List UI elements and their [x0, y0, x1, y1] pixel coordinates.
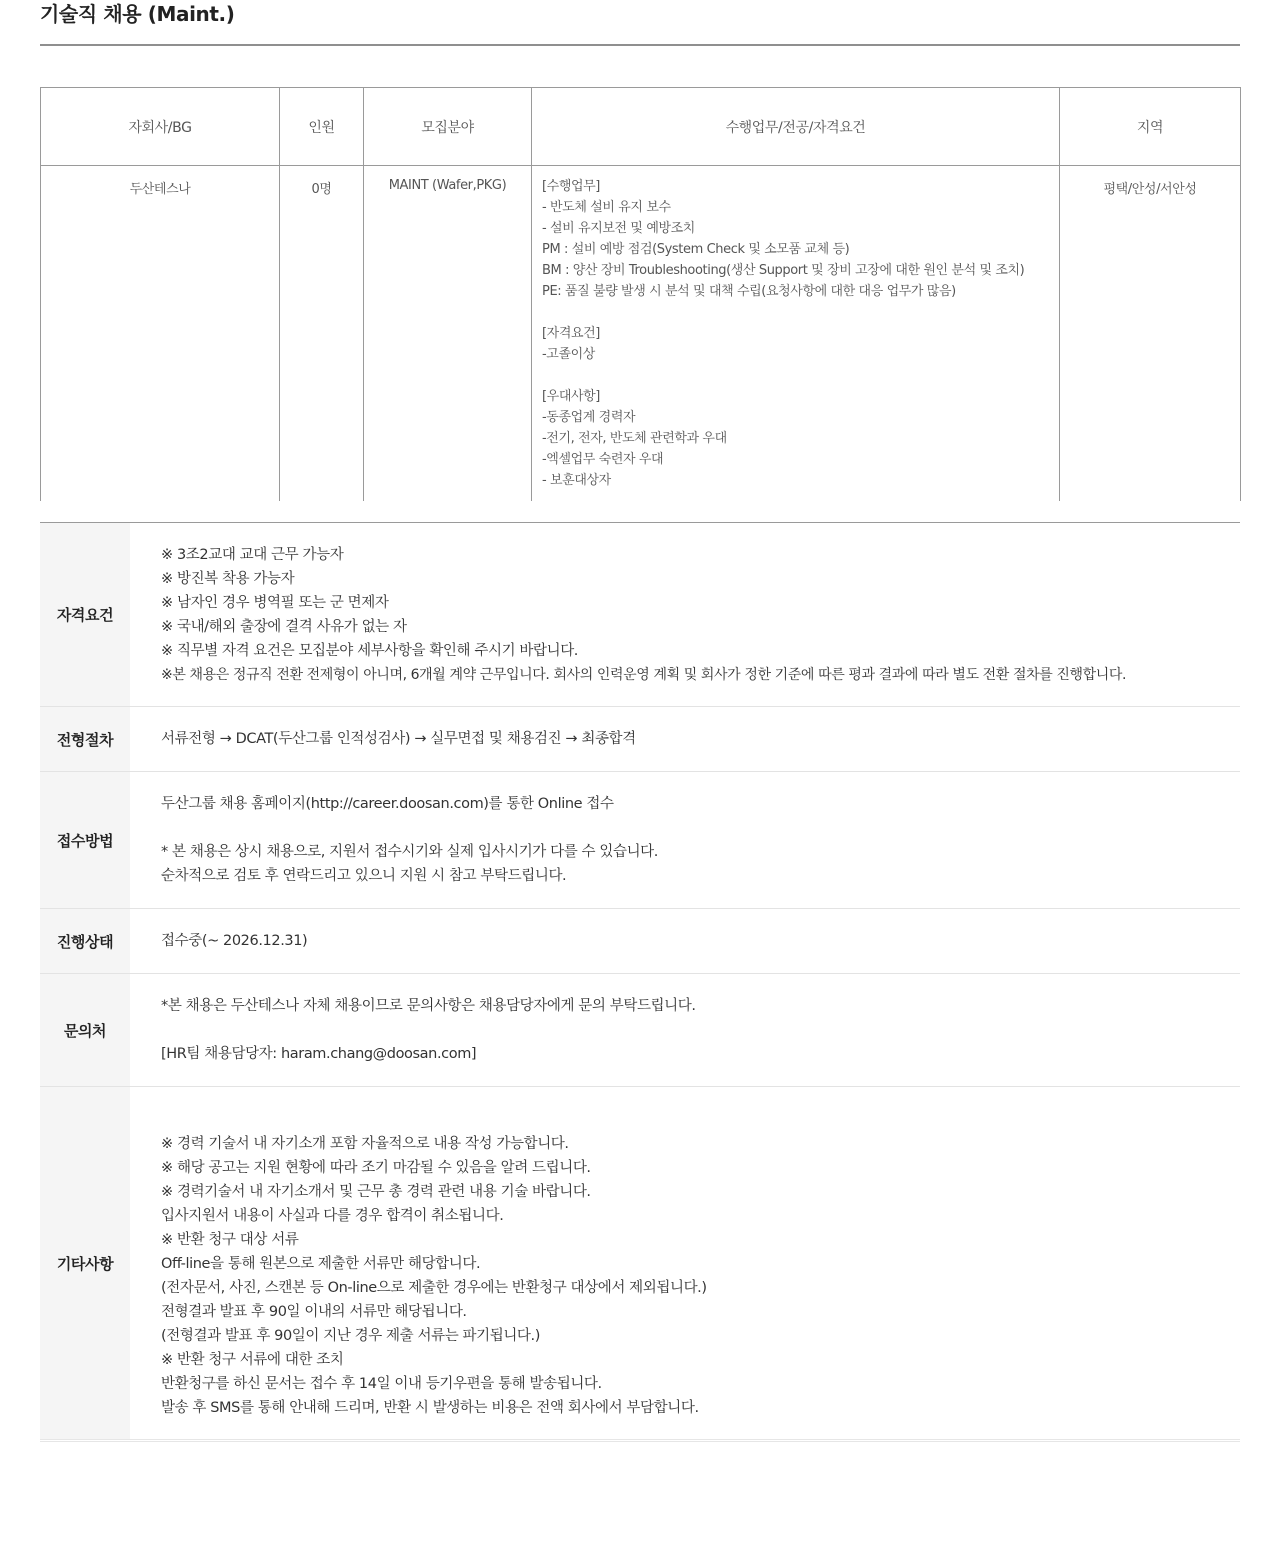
- info-line: ※ 반환 청구 대상 서류: [161, 1232, 299, 1248]
- header-duties: 수행업무/전공/자격요건: [532, 88, 1060, 166]
- info-line: ※ 해당 공고는 지원 현황에 따라 조기 마감될 수 있음을 알려 드립니다.: [161, 1160, 591, 1176]
- duty-line: -고졸이상: [542, 347, 595, 362]
- header-headcount: 인원: [280, 88, 364, 166]
- info-label: 기타사항: [40, 1087, 130, 1439]
- cell-subsidiary: 두산테스나: [41, 166, 280, 502]
- info-section: [40, 522, 1240, 1442]
- table-row: [41, 166, 1241, 502]
- cell-headcount: 0명: [280, 166, 364, 502]
- info-line: ※ 남자인 경우 병역필 또는 군 면제자: [161, 595, 389, 611]
- info-label: 진행상태: [40, 909, 130, 973]
- job-table-header-row: [41, 88, 1241, 166]
- info-line: ※ 경력기술서 내 자기소개서 및 근무 총 경력 관련 내용 기술 바랍니다.: [161, 1184, 591, 1200]
- duty-line: [수행업무]: [542, 179, 600, 194]
- info-line: *본 채용은 두산테스나 자체 채용이므로 문의사항은 채용담당자에게 문의 부탁드립니다.: [161, 998, 696, 1014]
- info-line: 서류전형 → DCAT(두산그룹 인적성검사) → 실무면접 및 채용검진 → 최종합격: [161, 731, 636, 747]
- info-line: (전자문서, 사진, 스캔본 등 On-line으로 제출한 경우에는 반환청구 대상에서 제외됩니다.): [161, 1280, 707, 1296]
- duty-line: PE: 품질 불량 발생 시 분석 및 대책 수립(요청사항에 대한 대응 업무가 많음): [542, 284, 956, 299]
- duty-line: [우대사항]: [542, 389, 600, 404]
- job-table: [40, 87, 1241, 501]
- header-subsidiary: 자회사/BG: [41, 88, 280, 166]
- info-label: 전형절차: [40, 707, 130, 771]
- info-label: 접수방법: [40, 772, 130, 908]
- duty-line: - 반도체 설비 유지 보수: [542, 200, 671, 215]
- header-region: 지역: [1060, 88, 1241, 166]
- info-content: [130, 1087, 1240, 1439]
- info-row-contact: [40, 974, 1240, 1087]
- cell-region: 평택/안성/서안성: [1060, 166, 1241, 502]
- duty-line: - 설비 유지보전 및 예방조치: [542, 221, 695, 236]
- info-row-process: [40, 707, 1240, 772]
- info-line: * 본 채용은 상시 채용으로, 지원서 접수시기와 실제 입사시기가 다를 수 있습니다.: [161, 844, 658, 860]
- info-line: 입사지원서 내용이 사실과 다를 경우 합격이 취소됩니다.: [161, 1208, 504, 1224]
- duty-line: [542, 365, 1059, 386]
- info-line: 전형결과 발표 후 90일 이내의 서류만 해당됩니다.: [161, 1304, 467, 1320]
- info-content: [130, 707, 1240, 771]
- cell-field: MAINT (Wafer,PKG): [364, 166, 532, 502]
- duty-line: BM : 양산 장비 Troubleshooting(생산 Support 및 장비 고장에 대한 원인 분석 및 조치): [542, 263, 1025, 278]
- info-line: ※ 방진복 착용 가능자: [161, 571, 295, 587]
- info-line: Off-line을 통해 원본으로 제출한 서류만 해당합니다.: [161, 1256, 481, 1272]
- info-line: ※ 반환 청구 서류에 대한 조치: [161, 1352, 344, 1368]
- info-label: 자격요건: [40, 523, 130, 706]
- duty-line: -엑셀업무 숙련자 우대: [542, 452, 664, 467]
- info-label: 문의처: [40, 974, 130, 1086]
- info-content: [130, 772, 1240, 908]
- duty-line: - 보훈대상자: [542, 473, 611, 488]
- cell-duties: [532, 166, 1060, 502]
- info-line: ※ 경력 기술서 내 자기소개 포함 자율적으로 내용 작성 가능합니다.: [161, 1136, 569, 1152]
- info-line: ※본 채용은 정규직 전환 전제형이 아니며, 6개월 계약 근무입니다. 회사의 인력운영 계획 및 회사가 정한 기준에 따른 평과 결과에 따라 별도 전환 절차를 진행합니다.: [161, 667, 1127, 683]
- info-line: ※ 직무별 자격 요건은 모집분야 세부사항을 확인해 주시기 바랍니다.: [161, 643, 579, 659]
- page-title: 기술직 채용 (Maint.): [40, 2, 235, 26]
- duty-line: [542, 302, 1059, 323]
- info-line: 발송 후 SMS를 통해 안내해 드리며, 반환 시 발생하는 비용은 전액 회사에서 부담합니다.: [161, 1400, 699, 1416]
- info-line: [161, 1018, 1240, 1042]
- duty-line: PM : 설비 예방 점검(System Check 및 소모품 교체 등): [542, 242, 850, 257]
- status-badge: 접수중(~ 2026.12.31): [161, 933, 308, 949]
- duty-line: [자격요건]: [542, 326, 600, 341]
- title-divider: [40, 44, 1240, 46]
- info-row-qualification: [40, 522, 1240, 707]
- info-line: (전형결과 발표 후 90일이 지난 경우 제출 서류는 파기됩니다.): [161, 1328, 541, 1344]
- duty-line: -전기, 전자, 반도체 관련학과 우대: [542, 431, 727, 446]
- header-field: 모집분야: [364, 88, 532, 166]
- info-content: [130, 909, 1240, 973]
- info-content: [130, 523, 1240, 706]
- contact-email: [HR팀 채용담당자: haram.chang@doosan.com]: [161, 1046, 477, 1062]
- info-row-apply: [40, 772, 1240, 909]
- info-line: 두산그룹 채용 홈페이지(http://career.doosan.com)를 통한 Online 접수: [161, 796, 614, 812]
- info-content: [130, 974, 1240, 1086]
- info-line: [161, 816, 1240, 840]
- info-line: 반환청구를 하신 문서는 접수 후 14일 이내 등기우편을 통해 발송됩니다.: [161, 1376, 602, 1392]
- info-row-status: [40, 909, 1240, 974]
- duty-line: -동종업계 경력자: [542, 410, 636, 425]
- info-line: ※ 3조2교대 교대 근무 가능자: [161, 547, 344, 563]
- info-line: ※ 국내/해외 출장에 결격 사유가 없는 자: [161, 619, 407, 635]
- info-line: 순차적으로 검토 후 연락드리고 있으니 지원 시 참고 부탁드립니다.: [161, 868, 567, 884]
- info-row-etc: [40, 1087, 1240, 1442]
